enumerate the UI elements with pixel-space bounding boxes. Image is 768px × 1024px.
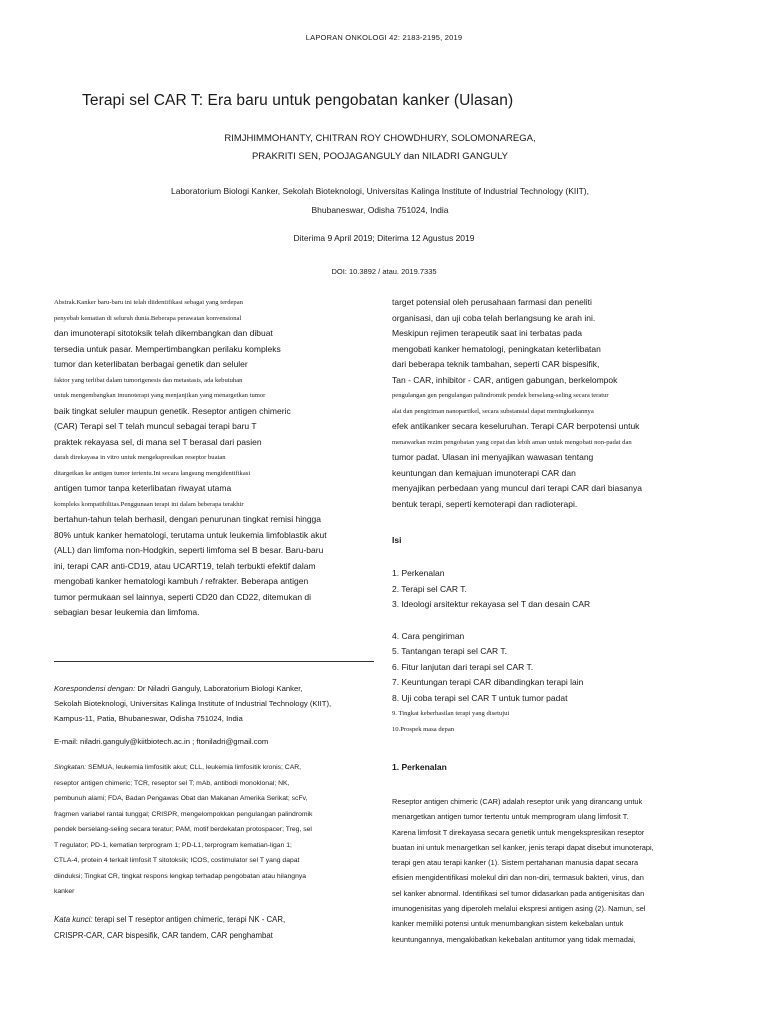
abstract-line: kompleks kompatibilitas.Penggunaan terapi ini dalam beberapa terakhir [54, 500, 244, 508]
affiliation [80, 182, 680, 220]
abstract-line: Tan - CAR, inhibitor - CAR, antigen gabungan, berkelompok [392, 374, 618, 385]
abbreviations-label: Singkatan: [54, 764, 87, 771]
abbreviation-line: diinduksi; Tingkat CR, tingkat respons lengkap terhadap pengobatan atau hilangnya [54, 872, 307, 880]
keywords-line: CRISPR-CAR, CAR bispesifik, CAR tandem, CAR penghambat [54, 930, 273, 940]
abbreviation-line: pendek berselang-seling secara teratur; PAM, motif berdekatan protospacer; Treg, sel [54, 826, 312, 833]
body-line: imunogenisitas yang diperoleh melalui ekspresi antigen asing (2). Namun, sel [392, 904, 646, 914]
toc-item: 7. Keuntungan terapi CAR dibandingkan terapi lain [392, 677, 584, 687]
correspondence-line: Dr Niladri Ganguly, Laboratorium Biologi Kanker, [137, 684, 303, 693]
body-line: menargetkan antigen tumor tertentu untuk memprogram ulang limfosit T. [392, 812, 629, 822]
section-heading: 1. Perkenalan [392, 762, 447, 772]
toc-item: 9. Tingkat keberhasilan terapi yang disetujui [392, 710, 510, 717]
abstract-line: alat dan pengiriman nanopartikel, secara substansial dapat meningkatkannya [392, 407, 594, 415]
abstract-line: efek antikanker secara keseluruhan. Terapi CAR berpotensi untuk [392, 421, 640, 431]
abstract-line: Meskipun rejimen terapeutik saat ini terbatas pada [392, 328, 582, 338]
abstract-line: bentuk terapi, seperti kemoterapi dan radioterapi. [392, 498, 578, 509]
abstract-line: pengulangan gen pengulangan palindromik pendek berselang-seling secara teratur [392, 392, 609, 399]
correspondence-label: Korespondensi dengan: [54, 684, 136, 693]
toc-item: 3. Ideologi arsitektur rekayasa sel T dan desain CAR [392, 599, 591, 609]
keywords-line: terapi sel T reseptor antigen chimeric, terapi NK - CAR, [92, 915, 286, 924]
correspondence-email: E-mail: niladri.ganguly@kiitbiotech.ac.in ; ftoniladri@gmail.com [54, 737, 269, 746]
abstract-line: ini, terapi CAR anti-CD19, atau UCART19, telah terbukti efektif dalam [54, 560, 316, 571]
abstract-line: mengobati kanker hematologi, peningkatan keterlibatan [392, 343, 601, 354]
body-line: sel kanker abnormal. Identifikasi sel tumor didasarkan pada antigenisitas dan [392, 888, 645, 898]
abstract-line: (ALL) dan limfoma non-Hodgkin, seperti limfoma sel B besar. Baru-baru [54, 545, 324, 555]
abstract-line: 80% untuk kanker hematologi, terutama untuk leukemia limfoblastik akut [54, 529, 327, 540]
toc-item: 4. Cara pengiriman [392, 630, 465, 641]
doi: DOI: 10.3892 / atau. 2019.7335 [331, 267, 437, 276]
authors-line-1: RIMJHIMMOHANTY, CHITRAN ROY CHOWDHURY, SOLOMONAREGA, [224, 133, 536, 144]
toc-item: 2. Terapi sel CAR T. [392, 583, 467, 594]
abstract-line: praktek rekayasa sel, di mana sel T berasal dari pasien [54, 436, 262, 447]
abbreviation-line: kanker [54, 888, 75, 895]
abbreviation-line: T regulator; PD-1, kematian terprogram 1; PD-L1, terprogram kematian-ligan 1; [54, 841, 292, 849]
abbreviation-line: fragmen variabel rantai tunggal; CRISPR, mengelompokkan pengulangan palindromik [54, 810, 313, 818]
abstract-line: tumor dan keterlibatan berbagai genetik dan seluler [54, 359, 248, 369]
section-body [392, 794, 722, 947]
body-line: buatan ini untuk menargetkan sel kanker, jenis terapi dapat disebut imunoterapi, [392, 842, 654, 852]
correspondence [54, 681, 374, 726]
received-dates: Diterima 9 April 2019; Diterima 12 Agustus 2019 [293, 233, 475, 243]
abbreviations [54, 760, 374, 900]
body-line: terapi gen atau terapi kanker (1). Sistem pertahanan manusia dapat secara [392, 858, 639, 868]
correspondence-line: Kampus-11, Patia, Bhubaneswar, Odisha 751024, India [54, 714, 243, 723]
abstract-line: menawarkan rezim pengobatan yang cepat dan lebih aman untuk mengobati non-padat dan [392, 438, 632, 446]
author-list [120, 130, 640, 166]
abstract-line: ditargetkan ke antigen tumor tertentu.Ini secara langsung mengidentifikasi [54, 469, 251, 477]
abstract-line: baik tingkat seluler maupun genetik. Reseptor antigen chimeric [54, 405, 291, 416]
abstract-line: dan imunoterapi sitotoksik telah dikembangkan dan dibuat [54, 328, 273, 338]
abbreviation-line: pembunuh alami; FDA, Badan Pengawas Obat dan Makanan Amerika Serikat; scFv, [54, 795, 308, 802]
authors-line-2: PRAKRITI SEN, POOJAGANGULY dan NILADRI GANGULY [251, 151, 509, 162]
abstract-line: tumor padat. Ulasan ini menyajikan wawasan tentang [392, 452, 594, 462]
keywords [54, 912, 374, 943]
abstract-line: tumor permukaan sel lainnya, seperti CD20 dan CD22, ditemukan di [54, 591, 312, 602]
toc-item: 1. Perkenalan [392, 568, 445, 578]
abstract-line: mengobati kanker hematologi kambuh / refrakter. Beberapa antigen [54, 576, 309, 586]
abstract-line: Abstrak.Kanker baru-baru ini telah diidentifikasi sebagai yang terdepan [54, 299, 243, 306]
toc-item: 10.Prospek masa depan [392, 725, 455, 733]
abstract-line: keuntungan dan kemajuan imunoterapi CAR dan [392, 467, 576, 478]
toc-item: 6. Fitur lanjutan dari terapi sel CAR T. [392, 661, 534, 672]
body-line: Reseptor antigen chimeric (CAR) adalah reseptor unik yang dirancang untuk [392, 797, 643, 806]
abstract-line: antigen tumor tanpa keterlibatan riwayat utama [54, 483, 232, 493]
abstract-line: untuk mengembangkan imunoterapi yang menjanjikan yang menargetkan tumor [54, 392, 266, 399]
correspondence-line: Sekolah Bioteknologi, Universitas Kalinga Institute of Industrial Technology (KIIT), [54, 699, 332, 708]
toc-item: 5. Tantangan terapi sel CAR T. [392, 646, 507, 656]
body-line: efisien mengidentifikasi molekul diri dan non-diri, termasuk bakteri, virus, dan [392, 873, 644, 883]
abstract-line: menyajikan perbedaan yang muncul dari terapi CAR dari biasanya [392, 483, 642, 493]
abstract-line: (CAR) Terapi sel T telah muncul sebagai terapi baru T [54, 421, 257, 431]
abstract-line: sebagian besar leukemia dan limfoma. [54, 607, 200, 617]
keywords-label: Kata kunci: [54, 915, 93, 924]
abstract-continued [392, 295, 722, 512]
table-of-contents [392, 566, 722, 737]
abbreviation-line: reseptor antigen chimeric; TCR, reseptor sel T; mAb, antibodi monoklonal; NK, [54, 779, 290, 787]
affiliation-line-2: Bhubaneswar, Odisha 751024, India [311, 205, 449, 215]
toc-heading: Isi [392, 535, 402, 545]
abbreviation-line: CTLA-4, protein 4 terkait limfosit T sitotoksik; ICOS, costimulator sel T yang dapat [54, 857, 300, 864]
toc-item: 8. Uji coba terapi sel CAR T untuk tumor padat [392, 692, 568, 703]
body-line: kanker memiliki potensi untuk menumbangkan sistem kekebalan untuk [392, 919, 624, 929]
abstract-line: dari beberapa teknik tambahan, seperti CAR bispesifik, [392, 359, 600, 369]
abstract [54, 295, 374, 621]
paper-title: Terapi sel CAR T: Era baru untuk pengobatan kanker (Ulasan) [82, 92, 514, 109]
abstract-line: target potensial oleh perusahaan farmasi dan peneliti [392, 297, 592, 307]
abstract-line: tersedia untuk pasar. Mempertimbangkan perilaku kompleks [54, 343, 281, 354]
abbreviation-line: SEMUA, leukemia limfositik akut; CLL, leukemia limfositik kronis; CAR, [86, 764, 302, 771]
journal-header: LAPORAN ONKOLOGI 42: 2183-2195, 2019 [305, 33, 463, 42]
abstract-line: faktor yang terlibat dalam tumorigenesis dan metastasis, ada kebutuhan [54, 376, 243, 384]
abstract-line: bertahun-tahun telah berhasil, dengan penurunan tingkat remisi hingga [54, 514, 321, 524]
abstract-line: darah direkayasa in vitro untuk mengekspresikan reseptor buatan [54, 454, 226, 461]
footnote-divider [54, 661, 374, 662]
affiliation-line-1: Laboratorium Biologi Kanker, Sekolah Bioteknologi, Universitas Kalinga Institute of Industrial Technology (KIIT), [171, 186, 589, 196]
body-line: keuntungannya, mengakibatkan kekebalan antitumor yang tidak memadai, [392, 934, 636, 944]
body-line: Karena limfosit T direkayasa secara genetik untuk mengekspresikan reseptor [392, 827, 645, 837]
abstract-line: organisasi, dan uji coba telah berlangsung ke arah ini. [392, 312, 596, 323]
abstract-line: penyebab kematian di seluruh dunia.Beberapa perawatan konvensional [54, 314, 242, 322]
